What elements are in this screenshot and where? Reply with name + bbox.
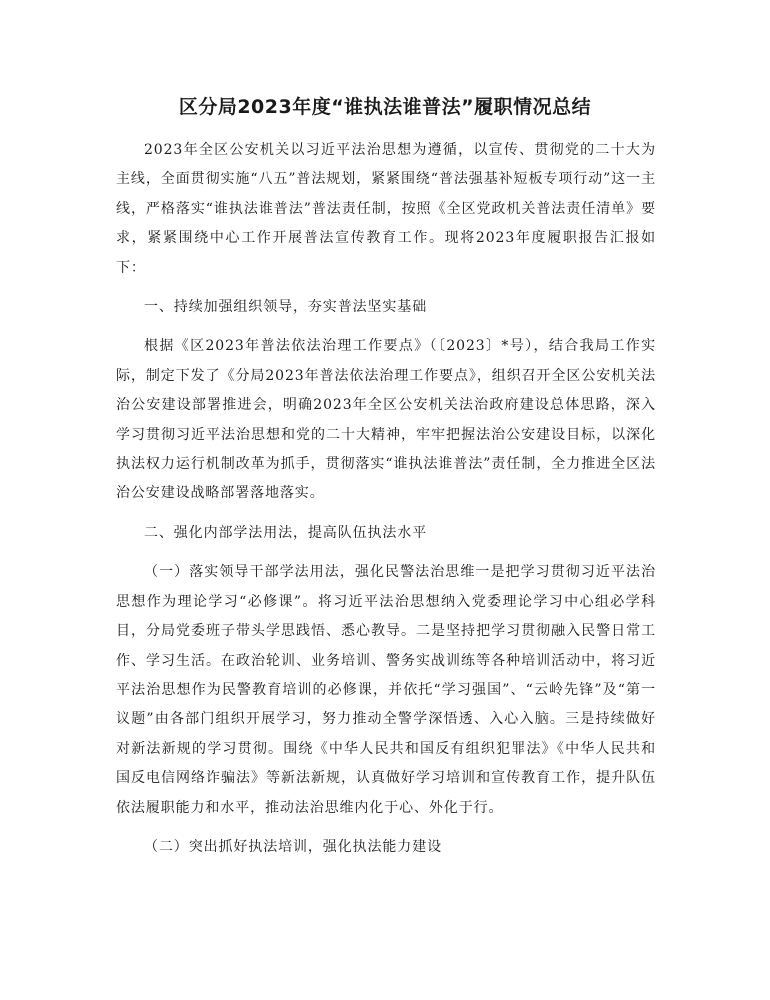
section-heading-1: 一、持续加强组织领导，夯实普法坚实基础 <box>144 299 428 316</box>
section-2-subsection-1-paragraph: （一）落实领导干部学法用法，强化民警法治思维一是把学习贯彻习近平法治思想作为理论学习“必修课”。将习近平法治思想纳入党委理论学习中心组必学科目，分局党委班子带头学思践悟、悉心教导。二是坚持把学习贯彻融入民警日常工作、学习生活。在政治轮训、业务培训、警务实战训练等各种培训活动中，将习近平法治思想作为民警教育培训的必修课，并依托“学习强国”、“云岭先锋”及“第一议题”由各部门组织开展学习，努力推动全警学深悟透、入心入脑。三是持续做好对新法新规的学习贯彻。围绕《中华人民共和国反有组织犯罪法》《中华人民共和国反电信网络诈骗法》等新法新规，认真做好学习培训和宣传教育工作，提升队伍依法履职能力和水平，推动法治思维内化于心、外化于行。 <box>116 564 656 816</box>
document-body <box>116 136 656 862</box>
section-1-paragraph: 根据《区2023年普法依法治理工作要点》（〔2023〕*号），结合我局工作实际，制定下发了《分局2023年普法依法治理工作要点》，组织召开全区公安机关法治公安建设部署推进会，明确2023年全区公安机关法治政府建设总体思路，深入学习贯彻习近平法治思想和党的二十大精神，牢牢把握法治公安建设目标，以深化执法权力运行机制改革为抓手，贯彻落实“谁执法谁普法”责任制，全力推进全区法治公安建设战略部署落地落实。 <box>116 338 656 502</box>
intro-paragraph: 2023年全区公安机关以习近平法治思想为遵循，以宣传、贯彻党的二十大为主线，全面贯彻实施“八五”普法规划，紧紧围绕“普法强基补短板专项行动”这一主线，严格落实“谁执法谁普法”普法责任制，按照《全区党政机关普法责任清单》要求，紧紧围绕中心工作开展普法宣传教育工作。现将2023年度履职报告汇报如下： <box>116 142 656 276</box>
document-title: 区分局2023年度“谁执法谁普法”履职情况总结 <box>178 96 592 118</box>
section-heading-2: 二、强化内部学法用法，提高队伍执法水平 <box>144 524 428 541</box>
section-2-subsection-2-heading: （二）突出抓好执法培训，强化执法能力建设 <box>144 838 442 855</box>
